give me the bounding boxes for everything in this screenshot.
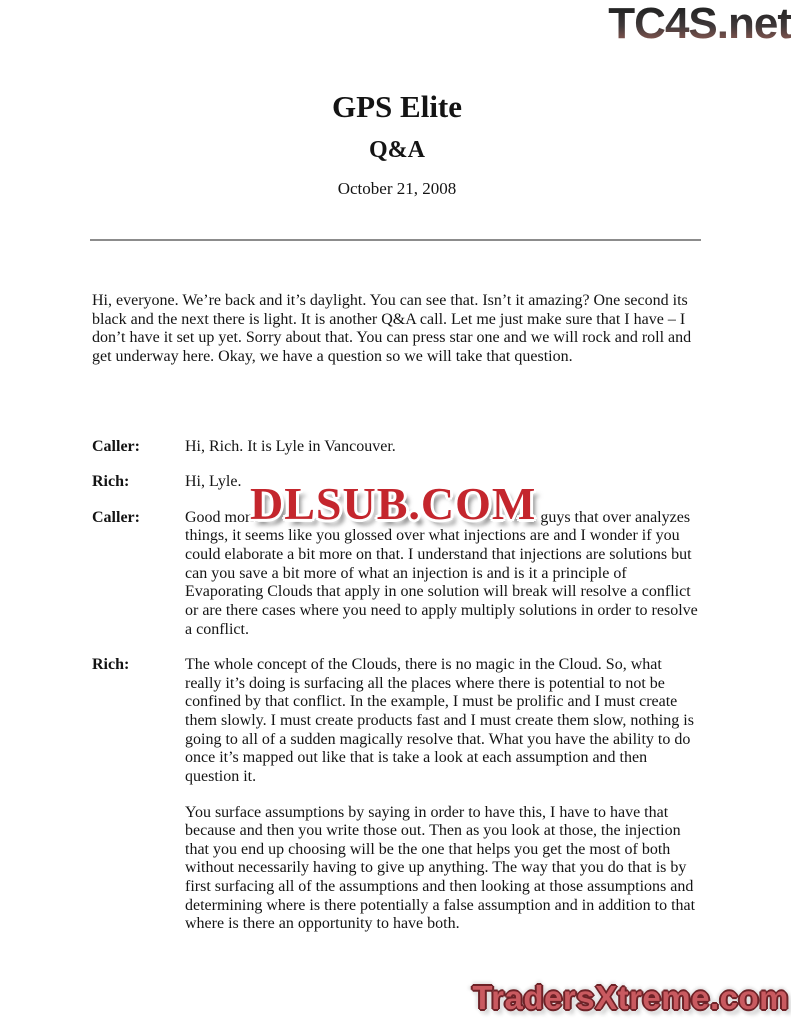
speaker-label: Caller: <box>92 437 140 455</box>
speaker-label: Rich: <box>92 656 130 674</box>
page-title: GPS Elite <box>331 89 463 124</box>
dialogue-text: You surface assumptions by saying in order to have this, I have to have that because and then you write those out. Then as you look at those, the injection that you end up choosing will be the one that helps you get the most of both without necessarily having to give up anything. The way that you do that is by first surfacing all of the assumptions and then looking at those assumptions and determining where is there potentially a false assumption and in addition to that where is there an opportunity to have both. <box>185 803 696 933</box>
document-date: October 21, 2008 <box>337 179 457 199</box>
tradersxtreme-logo: TradersXtreme.com <box>472 979 789 1016</box>
page-subtitle: Q&A <box>369 137 425 164</box>
dialogue-text: Hi, Rich. It is Lyle in Vancouver. <box>185 437 396 455</box>
divider-rule <box>90 239 701 241</box>
document-header <box>92 90 702 199</box>
speaker-label: Rich: <box>92 473 130 491</box>
dialogue-row <box>92 804 702 934</box>
transcript-body <box>92 292 702 951</box>
dlsub-watermark: DLSUB.COM <box>250 478 537 529</box>
speaker-label <box>92 804 185 934</box>
dialogue-text-before-watermark: Good morn <box>185 508 259 526</box>
dialogue-row <box>92 438 702 457</box>
dialogue-text: The whole concept of the Clouds, there is no magic in the Cloud. So, what really it’s doing is surfacing all the places where there is potential to not be confined by that conflict. In the example, I must be prolific and I must create them slowly. I must create products fast and I must create them slow, nothing is going to all of a sudden magically resolve that. What you have the ability to do once it’s mapped out like that is take a look at each assumption and then question it. <box>185 656 694 785</box>
speaker-label: Caller: <box>92 508 140 526</box>
tc4s-logo: TC4S.net <box>608 0 791 48</box>
dialogue-text: Hi, Lyle. <box>185 473 242 491</box>
dialogue-row <box>92 656 702 786</box>
intro-paragraph: Hi, everyone. We’re back and it’s daylight. You can see that. Isn’t it amazing? One second its black and the next there is light. It is another Q&A call. Let me just make sure that I have – I don’t have it set up yet. Sorry about that. You can press star one and we will rock and roll and get underway here. Okay, we have a question so we will take that question. <box>92 292 692 365</box>
dialogue-text-after-watermark: guys that over analyzes things, it seems like you glossed over what injections are and I wonder if you could elaborate a bit more on that. I understand that injections are solutions but can you save a bit more of what an injection is and is it a principle of Evaporating Clouds that apply in one solution will break will resolve a conflict or are there cases where you need to apply multiply solutions in order to resolve a conflict. <box>185 508 698 638</box>
